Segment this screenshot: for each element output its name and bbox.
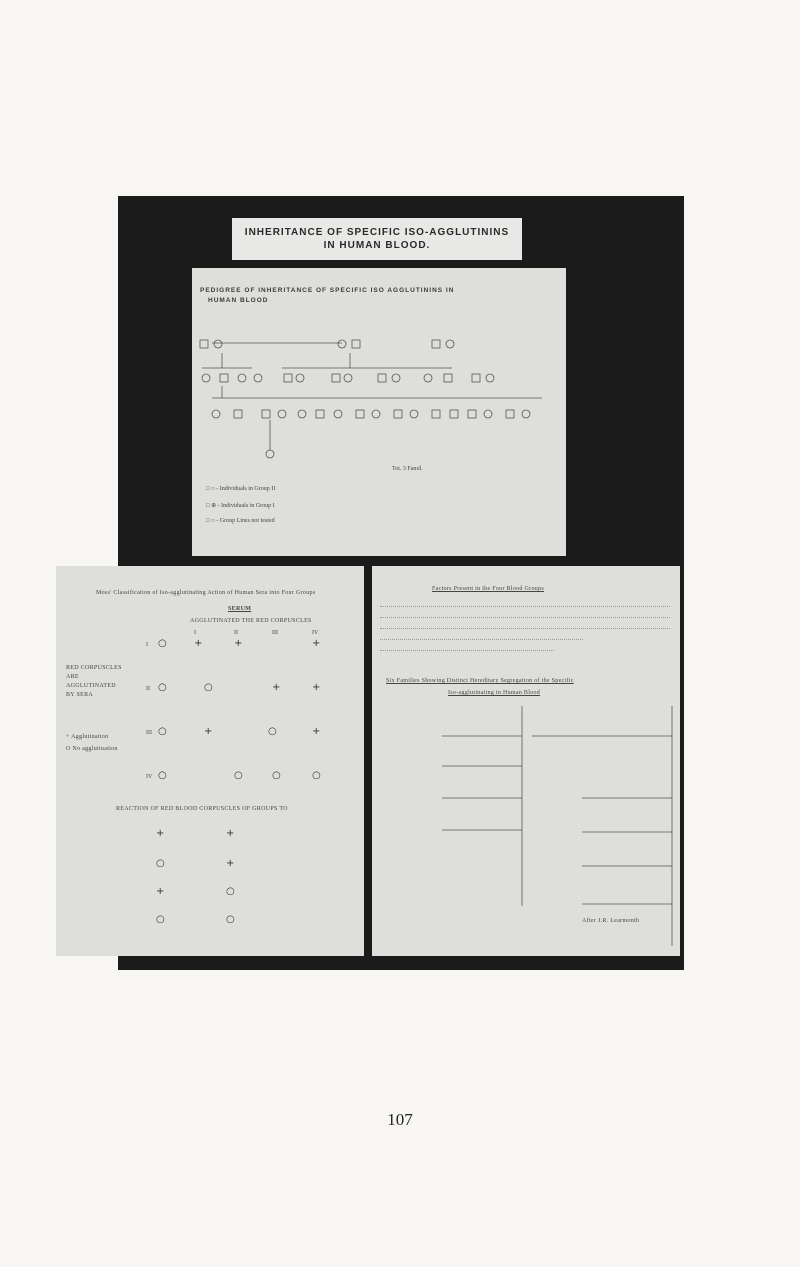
cell-mark: ○ <box>156 858 165 869</box>
legend-row-2 <box>206 502 275 509</box>
cell-mark: ○ <box>312 770 321 781</box>
cell-mark: + <box>234 638 243 649</box>
page-number: 107 <box>387 1110 413 1129</box>
row-label: RED CORPUSCLES ARE AGGLUTINATED BY SERA <box>66 665 122 698</box>
classification-board <box>56 566 364 956</box>
family-tables <box>372 566 680 956</box>
cell-mark: ○ <box>234 770 243 781</box>
classification-title: Moss' Classification of Iso-agglutinating Action of Human Sera into Four Groups <box>96 590 316 596</box>
column-head-2: II <box>234 630 238 636</box>
cell-mark: ○ <box>204 682 213 693</box>
row-head-2: II <box>146 686 150 692</box>
row-head-1: I <box>146 642 148 648</box>
cell-mark: ○ <box>158 682 167 693</box>
factors-footer: After J.R. Learmonth <box>582 918 640 924</box>
cell-mark: ○ <box>268 726 277 737</box>
legend-row-1 <box>206 486 275 492</box>
column-head-3: III <box>272 630 278 636</box>
square-circle-icon: □ ○ <box>206 486 217 492</box>
row-head-3: III <box>146 730 152 736</box>
cell-mark: + <box>272 682 281 693</box>
cell-mark: ○ <box>226 914 235 925</box>
cell-mark: + <box>156 886 165 897</box>
pedigree-female <box>214 340 222 348</box>
cell-mark: + <box>312 638 321 649</box>
column-head-4: IV <box>312 630 319 636</box>
cell-mark: ○ <box>158 770 167 781</box>
serum-subtitle: AGGLUTINATED THE RED CORPUSCLES <box>190 618 312 624</box>
cell-mark: + <box>156 828 165 839</box>
factors-subtitle: Iso-agglutinating in Human Blood <box>448 690 541 696</box>
cell-mark: ○ <box>226 886 235 897</box>
cell-mark: + <box>226 828 235 839</box>
banner-title <box>232 218 522 260</box>
pedigree-group-label: Tot. 3 Famil. <box>392 466 423 472</box>
cell-mark: ○ <box>272 770 281 781</box>
banner-line-2: IN HUMAN BLOOD. <box>323 240 431 251</box>
square-circle-icon: □ ⊕ <box>206 503 218 509</box>
legend-text-2: - Individuals in Group I <box>217 503 275 509</box>
legend-row-3 <box>206 518 275 524</box>
cell-mark: + <box>226 858 235 869</box>
cell-mark: + <box>312 726 321 737</box>
key-zero: O No agglutination <box>66 746 118 752</box>
pedigree-title-line-1: PEDIGREE OF INHERITANCE OF SPECIFIC ISO AGGLUTININS IN <box>200 287 455 294</box>
pedigree-title-line-2: HUMAN BLOOD <box>208 297 269 304</box>
factors-title: Factors Present in the Four Blood Groups <box>432 586 544 592</box>
cell-mark: + <box>204 726 213 737</box>
cell-mark: + <box>194 638 203 649</box>
key-plus: + Agglutination <box>66 734 109 740</box>
cell-mark: + <box>312 682 321 693</box>
cell-mark: ○ <box>158 638 167 649</box>
cell-mark: ○ <box>158 726 167 737</box>
row-head-4: IV <box>146 774 153 780</box>
pedigree-board <box>192 268 566 556</box>
pedigree-male <box>200 340 208 348</box>
cell-mark: ○ <box>156 914 165 925</box>
legend-text-3: - Group Lines not tested <box>216 518 275 524</box>
column-head-1: I <box>194 630 196 636</box>
pedigree-chart <box>192 268 566 556</box>
legend-text-1: - Individuals in Group II <box>216 486 276 492</box>
factors-board <box>372 566 680 956</box>
serum-heading: SERUM <box>228 606 252 612</box>
reaction-label: REACTION OF RED BLOOD CORPUSCLES OF GROUPS TO <box>116 806 288 812</box>
square-circle-icon: □ ○ <box>206 518 217 524</box>
banner-line-1: INHERITANCE OF SPECIFIC ISO-AGGLUTININS <box>244 227 510 238</box>
factors-section: Six Families Showing Distinct Hereditary Segregation of the Specific <box>386 678 574 684</box>
